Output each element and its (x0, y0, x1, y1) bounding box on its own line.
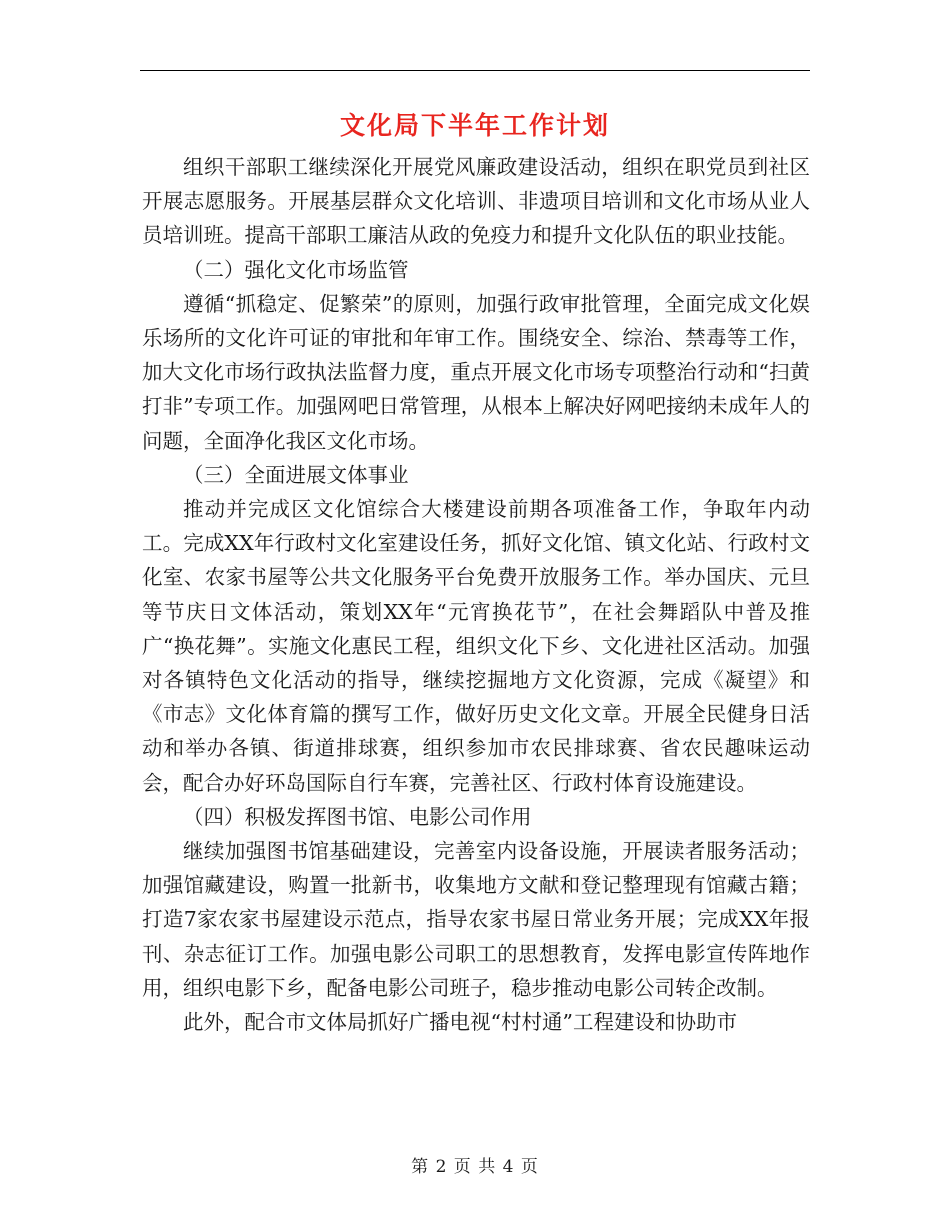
document-body (142, 150, 810, 1039)
section-heading: （四）积极发挥图书馆、电影公司作用 (183, 804, 532, 829)
page-number-footer: 第 2 页 共 4 页 (411, 1157, 539, 1177)
header-rule (140, 70, 810, 71)
body-paragraph: 遵循“抓稳定、促繁荣”的原则，加强行政审批管理，全面完成文化娱乐场所的文化许可证的审批和年审工作。围绕安全、综治、禁毒等工作，加大文化市场行政执法监督力度，重点开展文化市场专项整治行动和“扫黄打非”专项工作。加强网吧日常管理，从根本上解决好网吧接纳未成年人的问题，全面净化我区文化市场。 (142, 291, 810, 453)
body-paragraph: 继续加强图书馆基础建设，完善室内设备设施，开展读者服务活动；加强馆藏建设，购置一批新书，收集地方文献和登记整理现有馆藏古籍；打造7家农家书屋建设示范点，指导农家书屋日常业务开展；完成XX年报刊、杂志征订工作。加强电影公司职工的思想教育，发挥电影宣传阵地作用，组织电影下乡，配备电影公司班子，稳步推动电影公司转企改制。 (142, 839, 810, 1000)
body-paragraph: 组织干部职工继续深化开展党风廉政建设活动，组织在职党员到社区开展志愿服务。开展基层群众文化培训、非遗项目培训和文化市场从业人员培训班。提高干部职工廉洁从政的免疫力和提升文化队伍的职业技能。 (142, 155, 810, 248)
body-paragraph: 推动并完成区文化馆综合大楼建设前期各项准备工作，争取年内动工。完成XX年行政村文化室建设任务，抓好文化馆、镇文化站、行政村文化室、农家书屋等公共文化服务平台免费开放服务工作。举办国庆、元旦等节庆日文体活动，策划XX年“元宵换花节”，在社会舞蹈队中普及推广“换花舞”。实施文化惠民工程，组织文化下乡、文化进社区活动。加强对各镇特色文化活动的指导，继续挖掘地方文化资源，完成《凝望》和《市志》文化体育篇的撰写工作，做好历史文化文章。开展全民健身日活动和举办各镇、街道排球赛，组织参加市农民排球赛、省农民趣味运动会，配合办好环岛国际自行车赛，完善社区、行政村体育设施建设。 (142, 497, 810, 795)
section-heading: （二）强化文化市场监管 (183, 257, 409, 282)
body-paragraph: 此外，配合市文体局抓好广播电视“村村通”工程建设和协助市 (183, 1010, 737, 1035)
section-heading: （三）全面进展文体事业 (183, 462, 409, 487)
document-title: 文化局下半年工作计划 (339, 111, 610, 140)
